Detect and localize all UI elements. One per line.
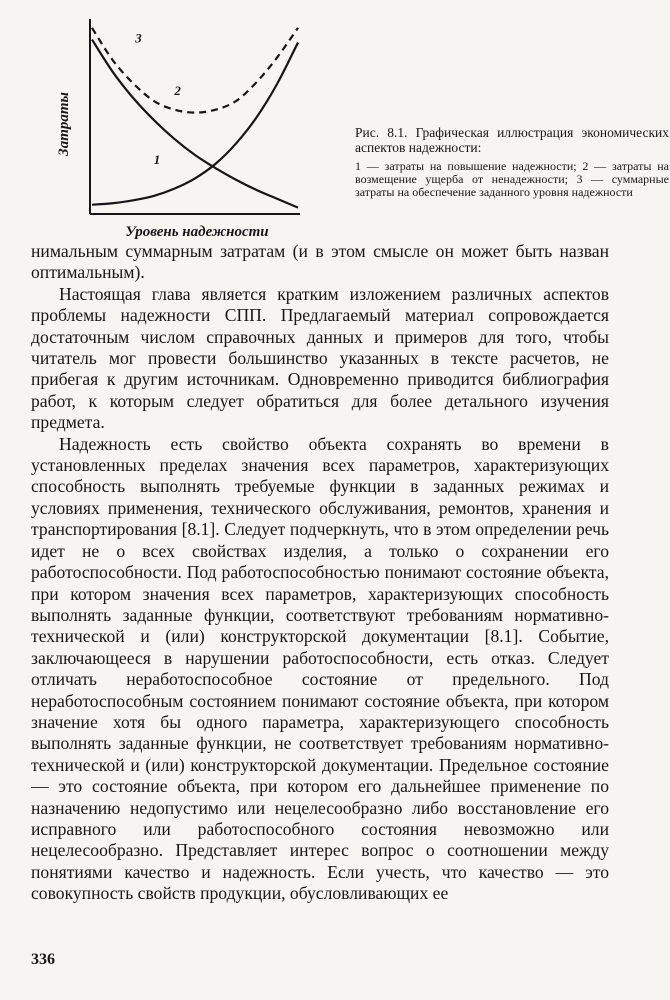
curve-label-3: 3: [135, 30, 142, 46]
chart: [56, 14, 310, 249]
y-axis-label: Затраты: [56, 92, 72, 156]
curve-2: [92, 40, 298, 208]
body-text: [31, 241, 609, 905]
curve-label-1: 1: [153, 151, 161, 167]
x-axis-label: Уровень надежности: [125, 224, 269, 240]
paragraph: Надежность есть свойство объекта сохранять во времени в установленных пределах значения всех параметров, характеризующих способность выполнять требуемые функции в заданных режимах и условиях применения, технического обслуживания, ремонтов, хранения и транспортирования [8.1]. Следует подчеркнуть, что в этом определении речь идет не о всех свойствах изделия, а только о сохранении его работоспособности. Под работоспособностью понимают состояние объекта, при котором значения всех параметров, характеризующих способность выполнять заданные функции, соответствуют требованиям нормативно-технической и (или) конструкторской документации [8.1]. Событие, заключающееся в нарушении работоспособности, есть отказ. Следует отличать неработоспособное состояние от предельного. Под неработоспособным состоянием понимают состояние объекта, при котором значение хотя бы одного параметра, характеризующего способность выполнять заданные функции, не соответствует требованиям нормативно-технической и (или) конструкторской документации. Предельное состояние — это состояние объекта, при котором его дальнейшее применение по назначению недопустимо или нецелесообразно либо восстановление его исправного или работоспособного состояния невозможно или нецелесообразно. Представляет интерес вопрос о соотношении между понятиями качество и надежность. Если учесть, что качество — это совокупность свойств продукции, обусловливающих ее: [31, 433, 609, 904]
figure: [56, 14, 669, 254]
paragraph: Настоящая глава является кратким изложением различных аспектов проблемы надежности СПП. Предлагаемый материал сопровождается достаточным числом справочных данных и примеров для того, чтобы читатель мог провести большинство указанных в тексте расчетов, не прибегая к другим источникам. Одновременно приводится библиография работ, к которым следует обратиться для более детального изучения предмета.: [31, 283, 609, 433]
paragraph: нимальным суммарным затратам (и в этом смысле он может быть назван оптимальным).: [31, 241, 609, 283]
curve-1: [92, 42, 298, 204]
page-number: 336: [31, 951, 55, 968]
curve-label-2: 2: [174, 83, 181, 99]
figure-caption: [355, 126, 669, 200]
caption-title: Рис. 8.1. Графическая иллюстрация экономических аспектов надежности:: [355, 125, 669, 155]
caption-legend: 1 — затраты на повышение надежности; 2 — затраты на возмещение ущерба от ненадежности; 3 — суммарные затраты на обеспечение заданного уровня надежности: [355, 159, 669, 200]
series-layer: [92, 28, 298, 208]
